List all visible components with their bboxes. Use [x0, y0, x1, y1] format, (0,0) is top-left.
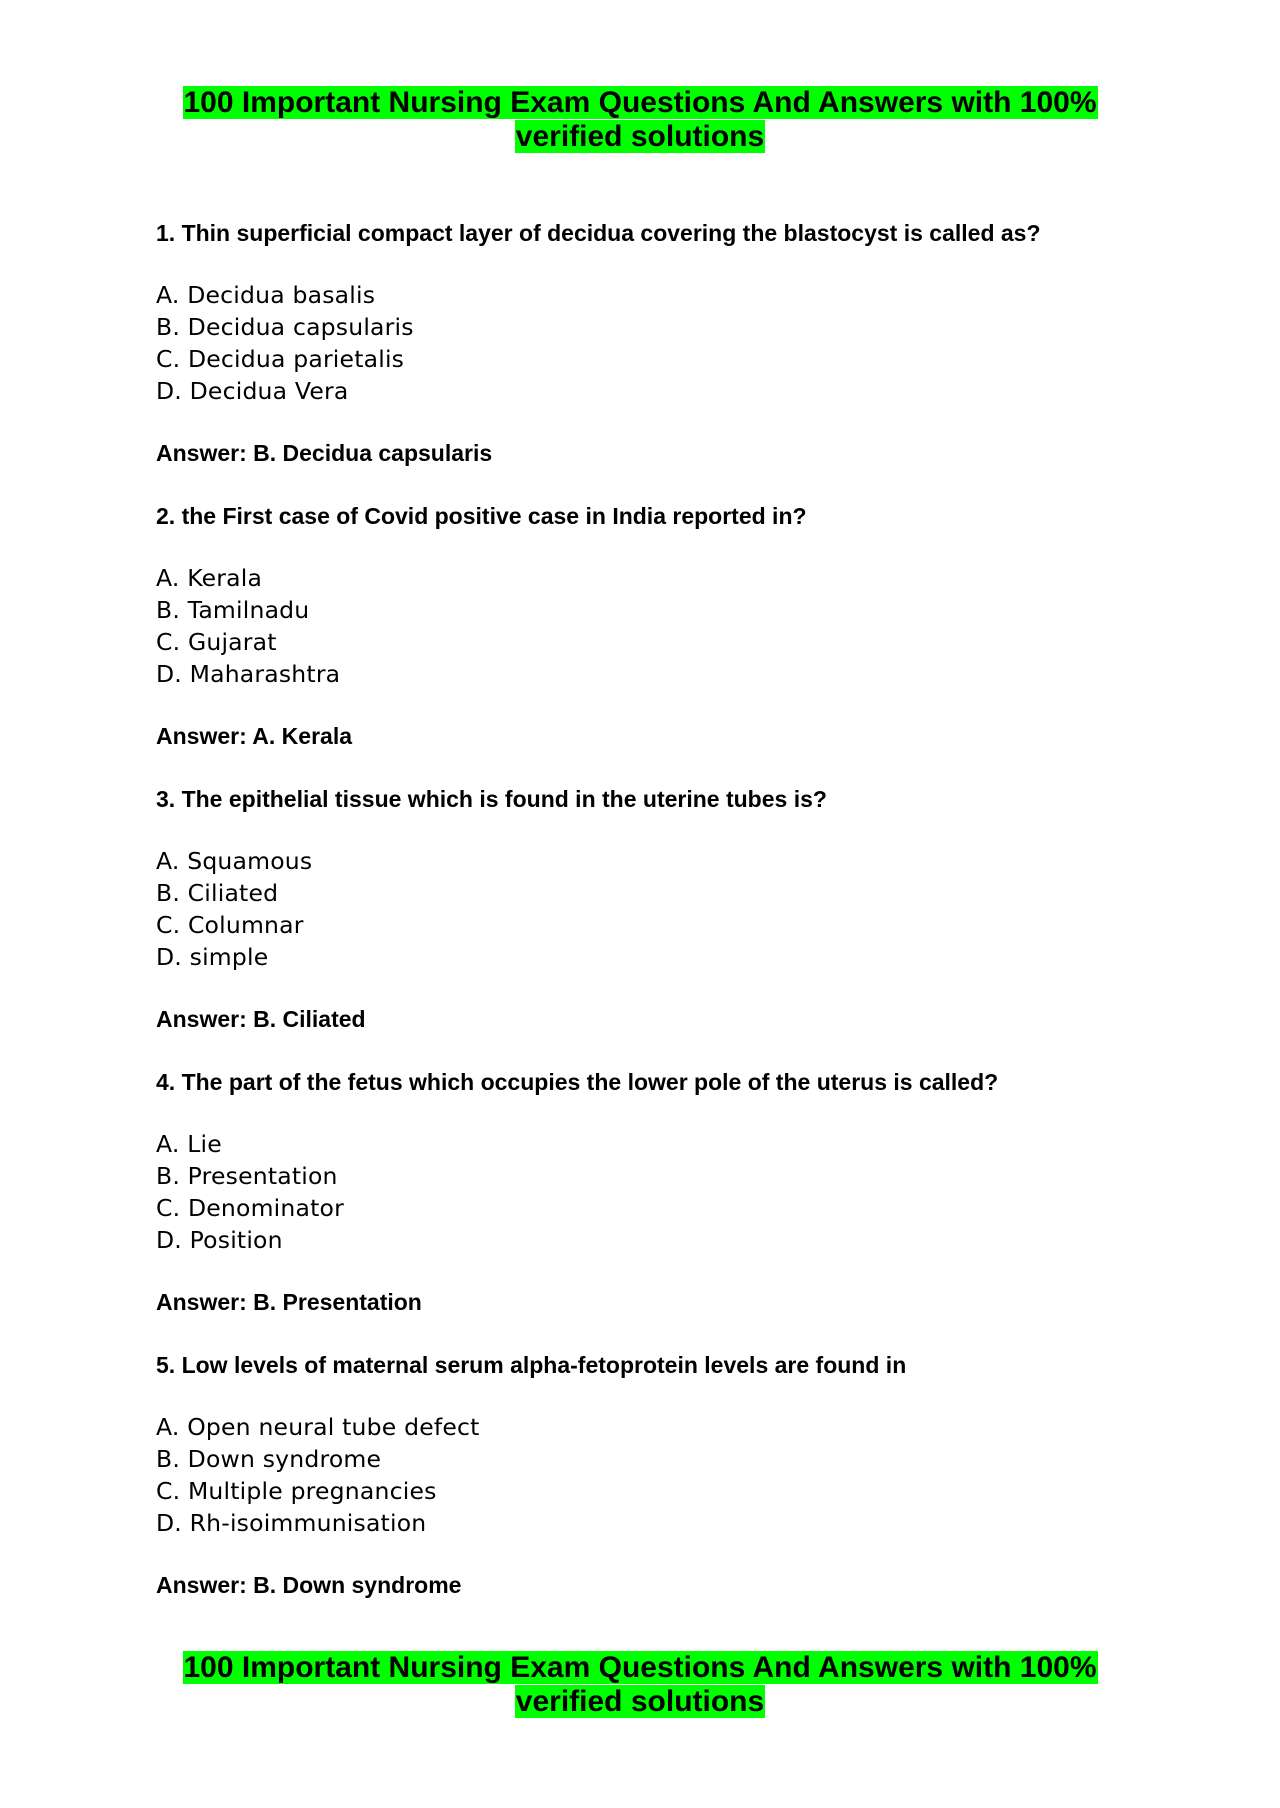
- answer-text: Answer: B. Ciliated: [156, 1006, 366, 1032]
- page-title: [140, 86, 1140, 154]
- option-list: [156, 562, 1156, 690]
- question-block-5: [156, 1349, 1156, 1601]
- option-c: C. Columnar: [156, 911, 304, 939]
- question-block-1: [156, 217, 1156, 469]
- option-d: D. Position: [156, 1226, 283, 1254]
- option-a: A. Decidua basalis: [156, 281, 376, 309]
- answer-text: Answer: B. Decidua capsularis: [156, 440, 493, 466]
- option-c: C. Decidua parietalis: [156, 345, 405, 373]
- question-block-2: [156, 500, 1156, 752]
- footer-line-2: verified solutions: [515, 1685, 765, 1718]
- answer-text: Answer: B. Down syndrome: [156, 1572, 462, 1598]
- footer-title: [140, 1651, 1140, 1719]
- option-a: A. Kerala: [156, 564, 263, 592]
- option-list: [156, 279, 1156, 407]
- option-b: B. Down syndrome: [156, 1445, 382, 1473]
- option-b: B. Ciliated: [156, 879, 279, 907]
- answer-text: Answer: B. Presentation: [156, 1289, 422, 1315]
- title-line-1: 100 Important Nursing Exam Questions And Answers with 100%: [183, 86, 1097, 119]
- option-d: D. Maharashtra: [156, 660, 341, 688]
- option-a: A. Lie: [156, 1130, 222, 1158]
- option-b: B. Decidua capsularis: [156, 313, 414, 341]
- option-c: C. Multiple pregnancies: [156, 1477, 437, 1505]
- answer-text: Answer: A. Kerala: [156, 723, 352, 749]
- option-c: C. Gujarat: [156, 628, 277, 656]
- question-text: 5. Low levels of maternal serum alpha-fetoprotein levels are found in: [156, 1352, 907, 1378]
- question-text: 3. The epithelial tissue which is found in the uterine tubes is?: [156, 786, 827, 812]
- title-line-2: verified solutions: [515, 120, 765, 153]
- option-d: D. Rh-isoimmunisation: [156, 1509, 427, 1537]
- option-a: A. Squamous: [156, 847, 313, 875]
- option-a: A. Open neural tube defect: [156, 1413, 480, 1441]
- footer-line-1: 100 Important Nursing Exam Questions And Answers with 100%: [183, 1651, 1097, 1684]
- option-list: [156, 845, 1156, 973]
- option-b: B. Presentation: [156, 1162, 338, 1190]
- question-text: 2. the First case of Covid positive case in India reported in?: [156, 503, 807, 529]
- option-c: C. Denominator: [156, 1194, 344, 1222]
- option-d: D. Decidua Vera: [156, 377, 349, 405]
- question-block-4: [156, 1066, 1156, 1318]
- question-block-3: [156, 783, 1156, 1035]
- option-list: [156, 1411, 1156, 1539]
- question-list: [156, 217, 1156, 1632]
- question-text: 4. The part of the fetus which occupies the lower pole of the uterus is called?: [156, 1069, 999, 1095]
- option-list: [156, 1128, 1156, 1256]
- question-text: 1. Thin superficial compact layer of decidua covering the blastocyst is called as?: [156, 220, 1041, 246]
- option-b: B. Tamilnadu: [156, 596, 310, 624]
- option-d: D. simple: [156, 943, 269, 971]
